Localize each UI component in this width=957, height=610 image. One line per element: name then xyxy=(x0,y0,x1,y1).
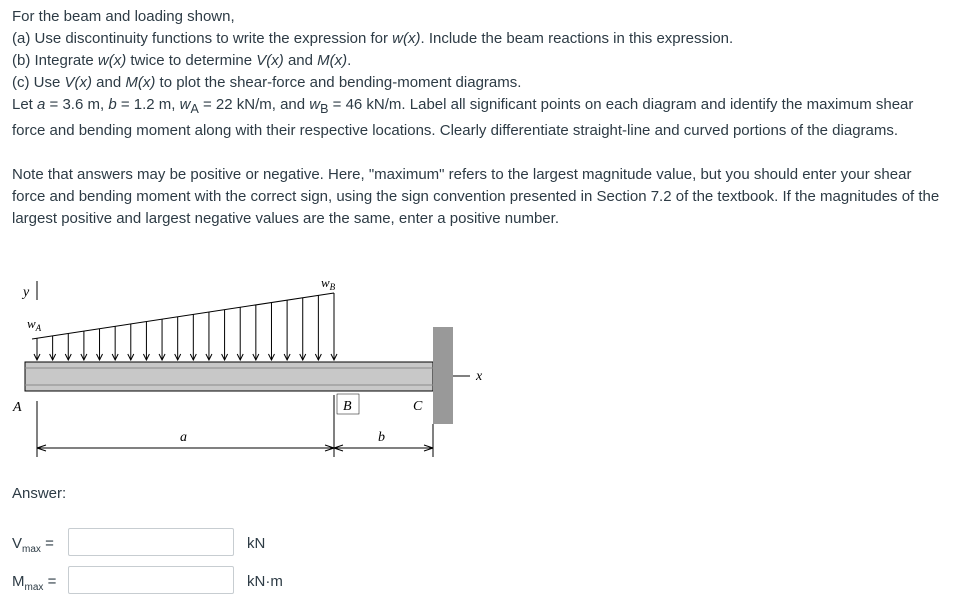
part-b-var2: V(x) xyxy=(256,52,284,69)
given-values-text xyxy=(12,94,947,142)
given-a-sym: a xyxy=(37,96,46,113)
given-wb-sub: B xyxy=(320,102,329,116)
beam xyxy=(25,362,433,391)
given-wa-sub: A xyxy=(190,102,199,116)
given-b-sym: b xyxy=(108,96,117,113)
beam-figure xyxy=(0,268,500,473)
part-c-suffix: to plot the shear-force and bending-moment diagrams. xyxy=(155,74,522,91)
part-b-var3: M(x) xyxy=(317,52,348,69)
given-rest: Label all significant points on each diagram and identify the maximum shear force and bending moment along with their respective locations. Clearly differentiate straight-line and curved portions of the diagrams. xyxy=(12,96,914,139)
answer-heading: Answer: xyxy=(12,485,67,502)
given-wa-val: = 22 kN/m, and xyxy=(198,96,310,113)
label-y: y xyxy=(23,285,30,300)
vmax-label: $V_{max}$ = xyxy=(12,535,54,555)
label-a: a xyxy=(180,430,187,445)
label-A: A xyxy=(13,400,22,415)
vmax-input[interactable] xyxy=(68,528,234,556)
note-text: Note that answers may be positive or negative. Here, "maximum" refers to the largest magnitude value, but you should enter your shear force and bending moment with the correct sign, using the sign convention presented in Section 7.2 of the textbook. If the magnitudes of the largest positive and largest negative values are the same, enter a positive number. xyxy=(12,166,940,227)
load-top-line xyxy=(32,293,334,339)
mmax-unit: kN·m xyxy=(247,573,283,590)
part-c-text xyxy=(12,72,947,94)
part-b-mid: twice to determine xyxy=(126,52,257,69)
given-wa-sym: w xyxy=(179,96,191,113)
label-x: x xyxy=(476,369,483,384)
vmax-unit: kN xyxy=(247,535,266,552)
label-B: B xyxy=(343,399,352,414)
problem-statement xyxy=(12,6,947,230)
beam-diagram xyxy=(0,268,500,468)
part-b-var1: w(x) xyxy=(97,52,127,69)
label-wa: $w_A$ xyxy=(27,316,42,333)
fixed-wall xyxy=(433,327,453,424)
part-a-text xyxy=(12,28,947,50)
part-b-prefix: (b) Integrate xyxy=(12,52,98,69)
part-a-suffix: . Include the beam reactions in this expression. xyxy=(420,30,734,47)
part-c-var1: V(x) xyxy=(64,74,92,91)
mmax-label: $M_{max}$ = xyxy=(12,573,57,593)
mmax-row xyxy=(12,566,332,598)
part-b-end: . xyxy=(347,52,352,69)
given-b-val: = 1.2 m, xyxy=(116,96,180,113)
part-b-and: and xyxy=(283,52,318,69)
part-c-var2: M(x) xyxy=(125,74,156,91)
label-C: C xyxy=(413,399,423,414)
part-c-and: and xyxy=(92,74,126,91)
part-b-text xyxy=(12,50,947,72)
vmax-row xyxy=(12,528,332,560)
part-a-prefix: (a) Use discontinuity functions to write the expression for xyxy=(12,30,393,47)
label-b: b xyxy=(378,430,385,445)
mmax-input[interactable] xyxy=(68,566,234,594)
part-c-prefix: (c) Use xyxy=(12,74,65,91)
given-let: Let xyxy=(12,96,38,113)
label-wb: $w_B$ xyxy=(321,275,336,292)
intro-text: For the beam and loading shown, xyxy=(12,8,235,25)
given-wb-sym: w xyxy=(309,96,321,113)
part-a-var: w(x) xyxy=(392,30,421,47)
distributed-load xyxy=(32,293,337,360)
given-wb-val: = 46 kN/m. xyxy=(328,96,406,113)
given-a-val: = 3.6 m, xyxy=(45,96,109,113)
